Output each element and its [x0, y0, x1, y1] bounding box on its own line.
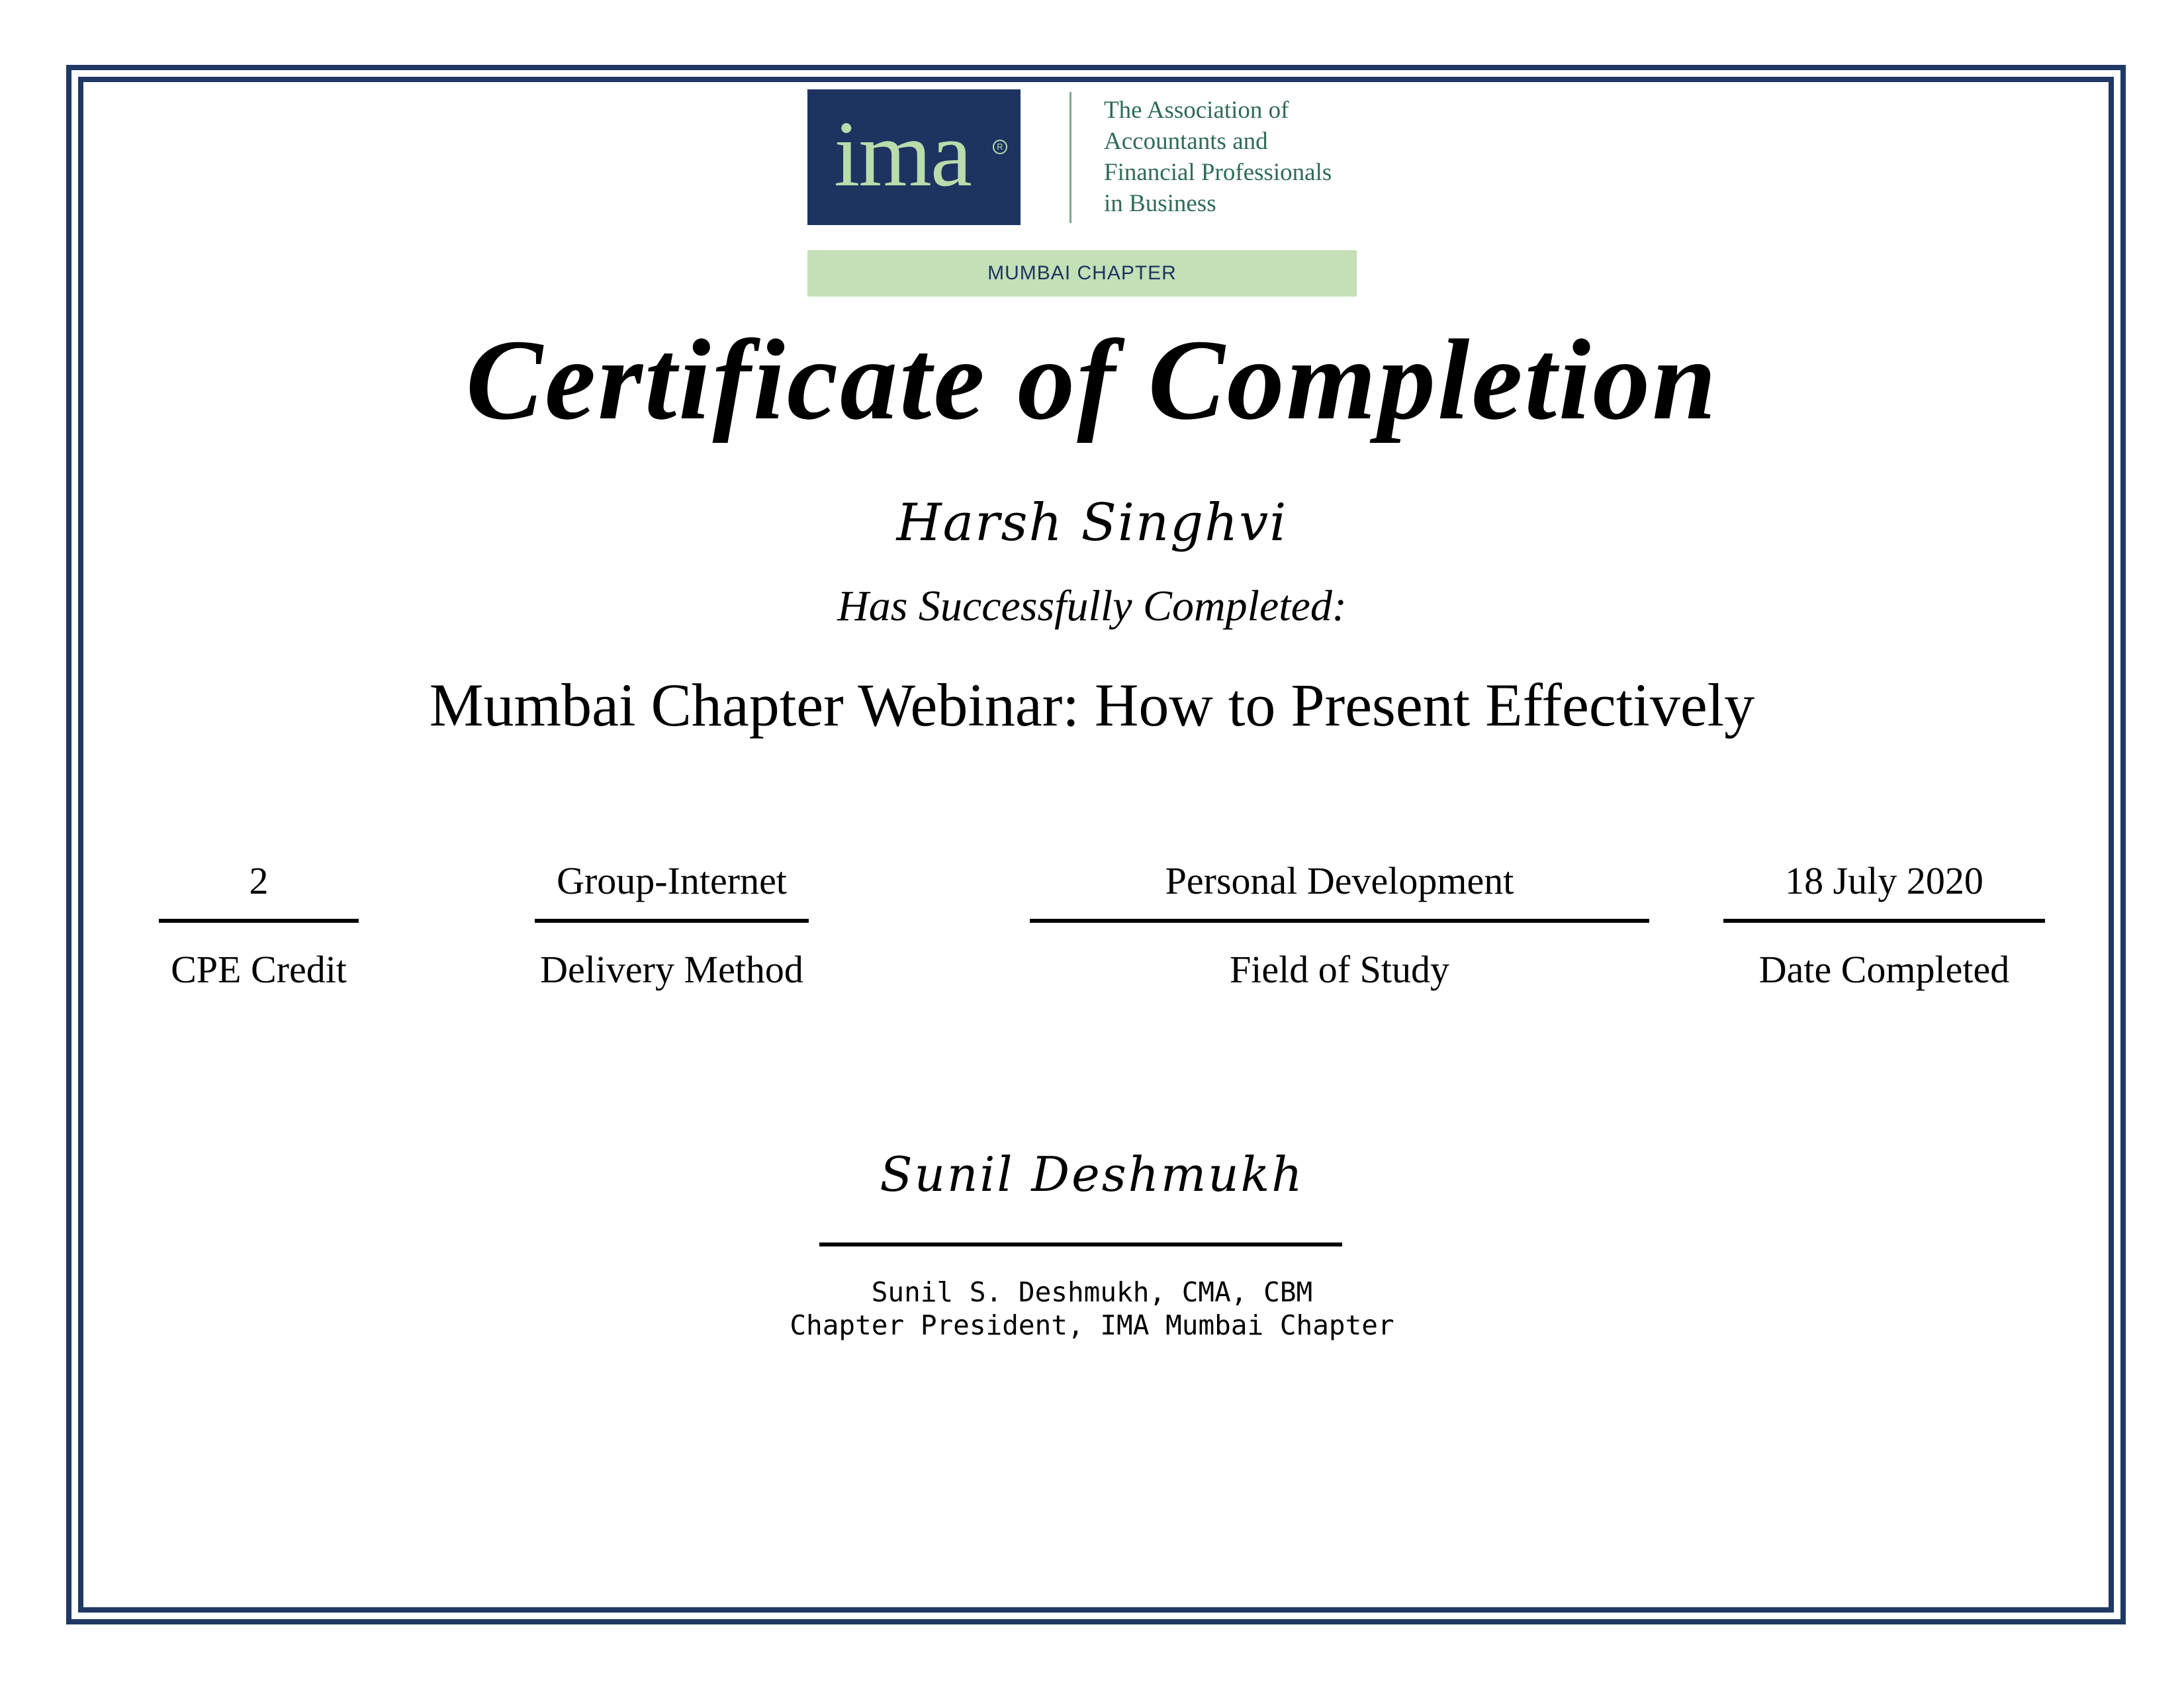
delivery-method-underline [535, 919, 809, 923]
completion-statement: Has Successfully Completed: [837, 582, 1347, 630]
field-delivery-method [535, 858, 809, 993]
chapter-banner [807, 250, 1357, 297]
signatory-name: Sunil S. Deshmukh, CMA, CBM [871, 1276, 1313, 1308]
date-completed-underline [1723, 919, 2045, 923]
field-of-study-underline [1030, 919, 1649, 923]
signatory-title: Chapter President, IMA Mumbai Chapter [790, 1309, 1394, 1341]
recipient-name: Harsh Singhvi [896, 493, 1288, 553]
cpe-credit-label: CPE Credit [171, 948, 347, 991]
certificate-title: Certificate of Completion [465, 316, 1719, 444]
field-field-of-study [1030, 858, 1649, 993]
logo-divider [1069, 92, 1071, 223]
cpe-credit-underline [159, 919, 359, 923]
delivery-method-value: Group-Internet [557, 859, 787, 902]
registered-mark-icon: R [993, 140, 1007, 154]
signature: Sunil Deshmukh [880, 1147, 1304, 1202]
logo-org-name [1104, 95, 1369, 219]
field-of-study-label: Field of Study [1230, 948, 1449, 991]
logo-org-line: The Association of [1104, 97, 1289, 124]
ima-logo [807, 89, 1357, 298]
ima-wordmark: ima [834, 101, 971, 206]
logo-org-line: Accountants and [1104, 128, 1268, 155]
cpe-credit-value: 2 [249, 859, 269, 902]
ima-logo-block [807, 89, 1021, 225]
certificate-border-inner [78, 77, 2114, 1613]
logo-org-line: in Business [1104, 190, 1216, 217]
signature-line [819, 1243, 1342, 1246]
logo-org-line: Financial Professionals [1104, 159, 1332, 186]
field-date-completed [1723, 858, 2045, 993]
date-completed-label: Date Completed [1758, 948, 2010, 991]
chapter-name: MUMBAI CHAPTER [987, 262, 1177, 284]
field-of-study-value: Personal Development [1165, 859, 1514, 902]
date-completed-value: 18 July 2020 [1785, 859, 1983, 902]
delivery-method-label: Delivery Method [540, 948, 803, 991]
field-cpe-credit [159, 858, 359, 993]
course-title: Mumbai Chapter Webinar: How to Present Effectively [429, 671, 1755, 739]
